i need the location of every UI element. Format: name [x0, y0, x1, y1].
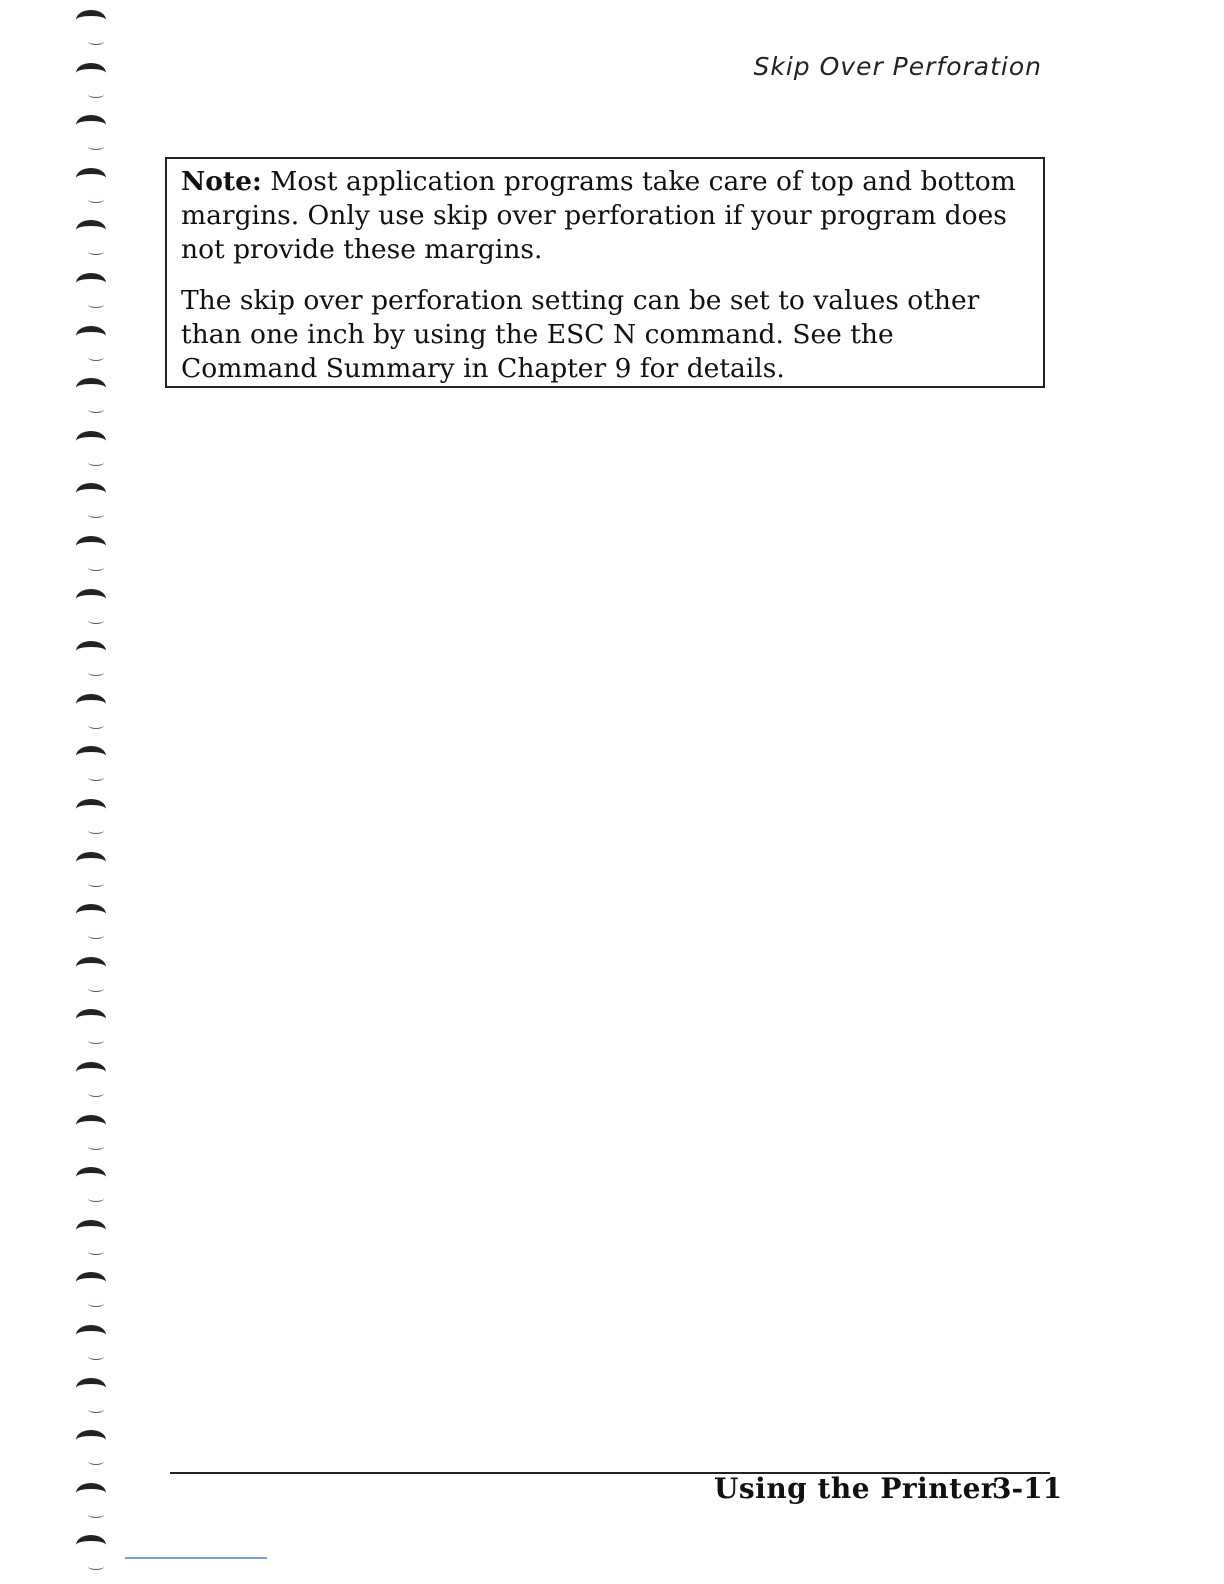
binding-hole-tick — [88, 1406, 104, 1413]
note-paragraph-1-text: Most application programs take care of top and bottom margins. Only use skip over perforation if your program does not provide these margins. — [181, 166, 1016, 265]
binding-hole-icon — [76, 378, 110, 418]
binding-hole-tick — [88, 1248, 104, 1255]
binding-hole-arc — [76, 1483, 106, 1503]
binding-hole-tick — [88, 1300, 104, 1307]
binding-hole-tick — [88, 1090, 104, 1097]
binding-hole-arc — [76, 799, 106, 819]
binding-hole-icon — [76, 1430, 110, 1470]
binding-hole-arc — [76, 694, 106, 714]
binding-hole-arc — [76, 220, 106, 240]
binding-hole-tick — [88, 1143, 104, 1150]
binding-hole-icon — [76, 1535, 110, 1575]
binding-hole-icon — [76, 536, 110, 576]
binding-hole-icon — [76, 115, 110, 155]
binding-hole-icon — [76, 431, 110, 471]
binding-hole-arc — [76, 115, 106, 135]
binding-hole-arc — [76, 536, 106, 556]
note-paragraph-1 — [181, 165, 1031, 267]
binding-hole-arc — [76, 746, 106, 766]
binding-hole-arc — [76, 1115, 106, 1135]
binding-hole-icon — [76, 1325, 110, 1365]
binding-hole-arc — [76, 10, 106, 30]
binding-hole-icon — [76, 220, 110, 260]
binding-hole-icon — [76, 904, 110, 944]
binding-hole-icon — [76, 1062, 110, 1102]
note-paragraph-2: The skip over perforation setting can be set to values other than one inch by using the ESC N command. See the Command Summary in Chapter 9 for details. — [181, 285, 980, 384]
binding-hole-arc — [76, 904, 106, 924]
binding-hole-arc — [76, 273, 106, 293]
binding-hole-icon — [76, 273, 110, 313]
binding-hole-arc — [76, 957, 106, 977]
binding-hole-icon — [76, 63, 110, 103]
binding-hole-arc — [76, 1062, 106, 1082]
binding-hole-tick — [88, 1037, 104, 1044]
binding-hole-arc — [76, 1220, 106, 1240]
binding-holes — [68, 0, 118, 1584]
binding-hole-icon — [76, 641, 110, 681]
binding-hole-tick — [88, 827, 104, 834]
binding-hole-tick — [88, 564, 104, 571]
binding-hole-tick — [88, 880, 104, 887]
binding-hole-tick — [88, 932, 104, 939]
binding-hole-icon — [76, 1115, 110, 1155]
note-box — [165, 157, 1045, 388]
binding-hole-tick — [88, 774, 104, 781]
binding-hole-arc — [76, 1535, 106, 1555]
binding-hole-arc — [76, 63, 106, 83]
binding-hole-tick — [88, 248, 104, 255]
binding-hole-tick — [88, 722, 104, 729]
binding-hole-arc — [76, 1430, 106, 1450]
binding-hole-tick — [88, 511, 104, 518]
binding-hole-arc — [76, 378, 106, 398]
binding-hole-tick — [88, 1458, 104, 1465]
binding-hole-icon — [76, 694, 110, 734]
footer-page-number: 3-11 — [992, 1472, 1063, 1505]
binding-hole-arc — [76, 1272, 106, 1292]
binding-hole-tick — [88, 38, 104, 45]
binding-hole-tick — [88, 406, 104, 413]
binding-hole-tick — [88, 459, 104, 466]
binding-hole-arc — [76, 1325, 106, 1345]
running-head: Skip Over Perforation — [753, 52, 1042, 81]
binding-hole-tick — [88, 1195, 104, 1202]
binding-hole-icon — [76, 1167, 110, 1207]
binding-hole-icon — [76, 1220, 110, 1260]
binding-hole-arc — [76, 168, 106, 188]
binding-hole-icon — [76, 483, 110, 523]
binding-hole-icon — [76, 746, 110, 786]
binding-hole-icon — [76, 1378, 110, 1418]
note-label: Note: — [181, 166, 262, 197]
binding-hole-arc — [76, 1167, 106, 1187]
binding-hole-arc — [76, 1378, 106, 1398]
binding-hole-arc — [76, 431, 106, 451]
binding-hole-tick — [88, 354, 104, 361]
binding-hole-icon — [76, 10, 110, 50]
binding-hole-icon — [76, 589, 110, 629]
binding-hole-tick — [88, 143, 104, 150]
binding-hole-arc — [76, 641, 106, 661]
scan-artifact-line — [125, 1557, 267, 1559]
binding-hole-icon — [76, 799, 110, 839]
binding-hole-arc — [76, 1009, 106, 1029]
binding-hole-tick — [88, 301, 104, 308]
binding-hole-tick — [88, 91, 104, 98]
binding-hole-tick — [88, 617, 104, 624]
binding-hole-tick — [88, 669, 104, 676]
binding-hole-arc — [76, 852, 106, 872]
binding-hole-icon — [76, 326, 110, 366]
binding-hole-tick — [88, 985, 104, 992]
binding-hole-tick — [88, 1511, 104, 1518]
binding-hole-tick — [88, 196, 104, 203]
binding-hole-icon — [76, 852, 110, 892]
binding-hole-icon — [76, 1483, 110, 1523]
binding-hole-tick — [88, 1353, 104, 1360]
binding-hole-arc — [76, 326, 106, 346]
binding-hole-icon — [76, 1009, 110, 1049]
binding-hole-icon — [76, 168, 110, 208]
binding-hole-arc — [76, 483, 106, 503]
binding-hole-icon — [76, 1272, 110, 1312]
footer-chapter-title: Using the Printer — [714, 1472, 997, 1505]
binding-hole-tick — [88, 1563, 104, 1570]
binding-hole-arc — [76, 589, 106, 609]
binding-hole-icon — [76, 957, 110, 997]
